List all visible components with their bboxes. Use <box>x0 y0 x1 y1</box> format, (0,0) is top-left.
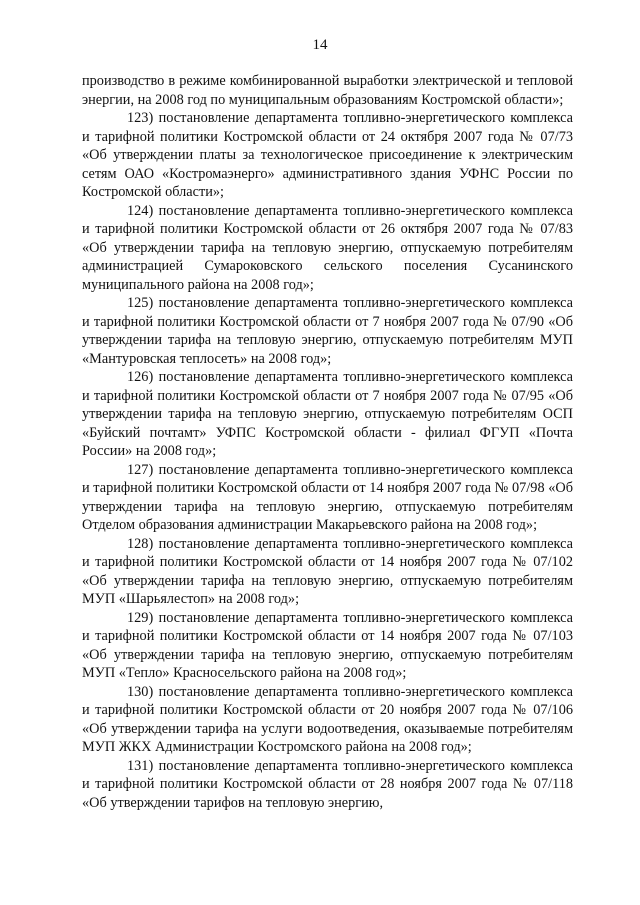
list-item-130 <box>82 683 573 757</box>
item-text: постановление департамента топливно-энергетического комплекса и тарифной политики Костромской области от 20 ноября 2007 года № 07/106 «Об утверждении тарифа на услуги водоотведения, оказываемые потребителям МУП ЖКХ Администрации Костромского района на 2008 год»; <box>82 683 573 755</box>
paragraph-text: производство в режиме комбинированной выработки электрической и тепловой энергии, на 2008 год по муниципальным образованиям Костромской области»; <box>82 73 573 108</box>
list-item-125 <box>82 294 573 368</box>
item-text: постановление департамента топливно-энергетического комплекса и тарифной политики Костромской области от 7 ноября 2007 года № 07/95 «Об утверждении тарифа на тепловую энергию, отпускаемую потребителям ОСП «Буйский почтамт» УФПС Костромской области - филиал ФГУП «Почта России» на 2008 год»; <box>82 369 573 459</box>
list-item-127 <box>82 461 573 535</box>
item-text: постановление департамента топливно-энергетического комплекса и тарифной политики Костромской области от 24 октября 2007 года № 07/73 «Об утверждении платы за технологическое присоединение к электрическим сетям ОАО «Костромаэнерго» административного здания УФНС России по Костромской области»; <box>82 110 573 200</box>
document-body <box>82 72 573 812</box>
item-number: 128) <box>127 535 154 552</box>
item-number: 126) <box>127 369 154 385</box>
list-item-131 <box>82 757 573 813</box>
item-number: 130) <box>127 683 154 700</box>
item-number: 123) <box>127 110 154 126</box>
item-text: постановление департамента топливно-энергетического комплекса и тарифной политики Костромской области от 26 октября 2007 года № 07/83 «Об утверждении тарифа на тепловую энергию, отпускаемую потребителям администрацией Сумароковского сельского поселения Сусанинского муниципального района на 2008 год»; <box>82 202 573 293</box>
item-number: 125) <box>127 295 154 311</box>
item-text: постановление департамента топливно-энергетического комплекса и тарифной политики Костромской области от 14 ноября 2007 года № 07/98 «Об утверждении тарифа на тепловую энергию, отпускаемую потребителям Отделом образования администрации Макарьевского района на 2008 год»; <box>82 461 573 533</box>
item-text: постановление департамента топливно-энергетического комплекса и тарифной политики Костромской области от 7 ноября 2007 года № 07/90 «Об утверждении тарифа на тепловую энергию, отпускаемую потребителям МУП «Мантуровская теплосеть» на 2008 год»; <box>82 295 573 367</box>
list-item-128 <box>82 535 573 609</box>
list-item-129 <box>82 609 573 683</box>
page-number: 14 <box>312 37 328 53</box>
item-number: 129) <box>127 609 154 626</box>
list-item-124 <box>82 202 573 295</box>
item-number: 127) <box>127 461 154 478</box>
list-item-123 <box>82 109 573 202</box>
item-number: 131) <box>127 757 154 774</box>
item-text: постановление департамента топливно-энергетического комплекса и тарифной политики Костромской области от 28 ноября 2007 года № 07/118 «Об утверждении тарифов на тепловую энергию, <box>82 757 573 811</box>
item-number: 124) <box>127 202 154 219</box>
item-text: постановление департамента топливно-энергетического комплекса и тарифной политики Костромской области от 14 ноября 2007 года № 07/102 «Об утверждении тарифа на тепловую энергию, отпускаемую потребителям МУП «Шарьялестоп» на 2008 год»; <box>82 535 573 607</box>
list-item-126 <box>82 368 573 461</box>
paragraph-continuation <box>82 72 573 109</box>
item-text: постановление департамента топливно-энергетического комплекса и тарифной политики Костромской области от 14 ноября 2007 года № 07/103 «Об утверждении тарифа на тепловую энергию, отпускаемую потребителям МУП «Тепло» Красносельского района на 2008 год»; <box>82 609 573 681</box>
